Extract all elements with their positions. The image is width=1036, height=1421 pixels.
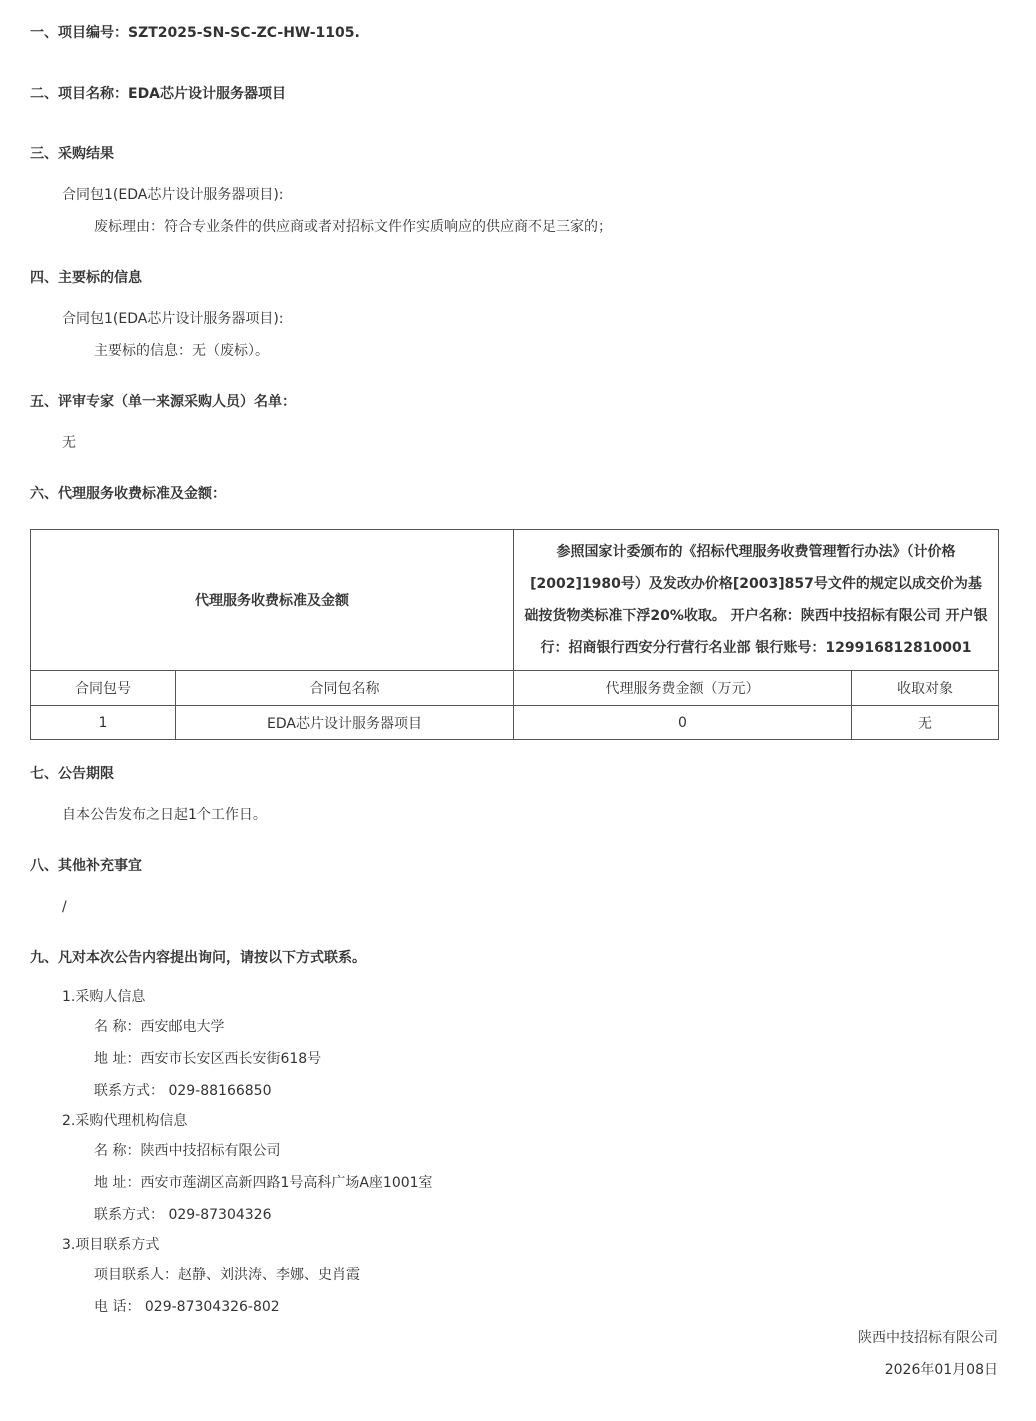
main-items-info: 主要标的信息：无（废标）。 (94, 343, 269, 359)
purchaser-phone: 联系方式： 029-88166850 (94, 1083, 272, 1099)
project-number: SZT2025-SN-SC-ZC-HW-1105. (128, 25, 360, 41)
purchaser-name: 名 称：西安邮电大学 (94, 1019, 225, 1035)
agency-name: 名 称：陕西中技招标有限公司 (94, 1143, 281, 1159)
fee-description-cell: 参照国家计委颁布的《招标代理服务收费管理暂行办法》（计价格[2002]1980号）及发改办价格[2003]857号文件的规定以成交价为基础按货物类标准下浮20%收取。 开户名称：陕西中技招标有限公司 开户银行：招商银行西安分行营行名业部 银行账号：129916812810001 (514, 530, 999, 671)
fee-label-cell: 代理服务收费标准及金额 (31, 530, 514, 671)
experts-value: 无 (62, 435, 76, 451)
section-label: 一、项目编号： (30, 25, 128, 41)
header-package-no: 合同包号 (31, 671, 176, 706)
table-row (31, 706, 999, 740)
cell-fee-amount: 0 (514, 706, 852, 740)
section-fee-title: 六、代理服务收费标准及金额： (30, 486, 226, 502)
section-period-title: 七、公告期限 (30, 766, 114, 782)
project-name: EDA芯片设计服务器项目 (128, 86, 287, 102)
section-project-number (30, 23, 360, 43)
result-package: 合同包1(EDA芯片设计服务器项目): (62, 187, 284, 203)
header-fee-amount: 代理服务费金额（万元） (514, 671, 852, 706)
cell-charge-target: 无 (852, 706, 999, 740)
section-result-title: 三、采购结果 (30, 146, 114, 162)
section-label: 二、项目名称： (30, 86, 128, 102)
cell-package-no: 1 (31, 706, 176, 740)
header-package-name: 合同包名称 (176, 671, 514, 706)
main-items-package: 合同包1(EDA芯片设计服务器项目): (62, 311, 284, 327)
section-project-name (30, 84, 286, 104)
section-main-items-title: 四、主要标的信息 (30, 270, 142, 286)
footer-date: 2026年01月08日 (884, 1362, 998, 1378)
purchaser-address: 地 址：西安市长安区西长安街618号 (94, 1051, 322, 1067)
footer-company: 陕西中技招标有限公司 (858, 1330, 998, 1346)
project-contact-phone: 电 话： 029-87304326-802 (94, 1299, 280, 1315)
result-reason: 废标理由：符合专业条件的供应商或者对招标文件作实质响应的供应商不足三家的； (94, 219, 612, 235)
period-value: 自本公告发布之日起1个工作日。 (62, 807, 267, 823)
purchaser-title: 1.采购人信息 (62, 989, 146, 1005)
fee-header-row (31, 671, 999, 706)
project-contact-title: 3.项目联系方式 (62, 1237, 160, 1253)
cell-package-name: EDA芯片设计服务器项目 (176, 706, 514, 740)
fee-table (30, 529, 999, 740)
project-contact-person: 项目联系人：赵静、刘洪涛、李娜、史肖霞 (94, 1267, 360, 1283)
agency-title: 2.采购代理机构信息 (62, 1113, 188, 1129)
agency-address: 地 址：西安市莲湖区高新四路1号高科广场A座1001室 (94, 1175, 433, 1191)
header-charge-target: 收取对象 (852, 671, 999, 706)
other-value: / (62, 899, 67, 915)
section-other-title: 八、其他补充事宜 (30, 858, 142, 874)
fee-description-row (31, 530, 999, 671)
section-contact-title: 九、凡对本次公告内容提出询问，请按以下方式联系。 (30, 950, 366, 966)
section-experts-title: 五、评审专家（单一来源采购人员）名单： (30, 394, 296, 410)
agency-phone: 联系方式： 029-87304326 (94, 1207, 272, 1223)
